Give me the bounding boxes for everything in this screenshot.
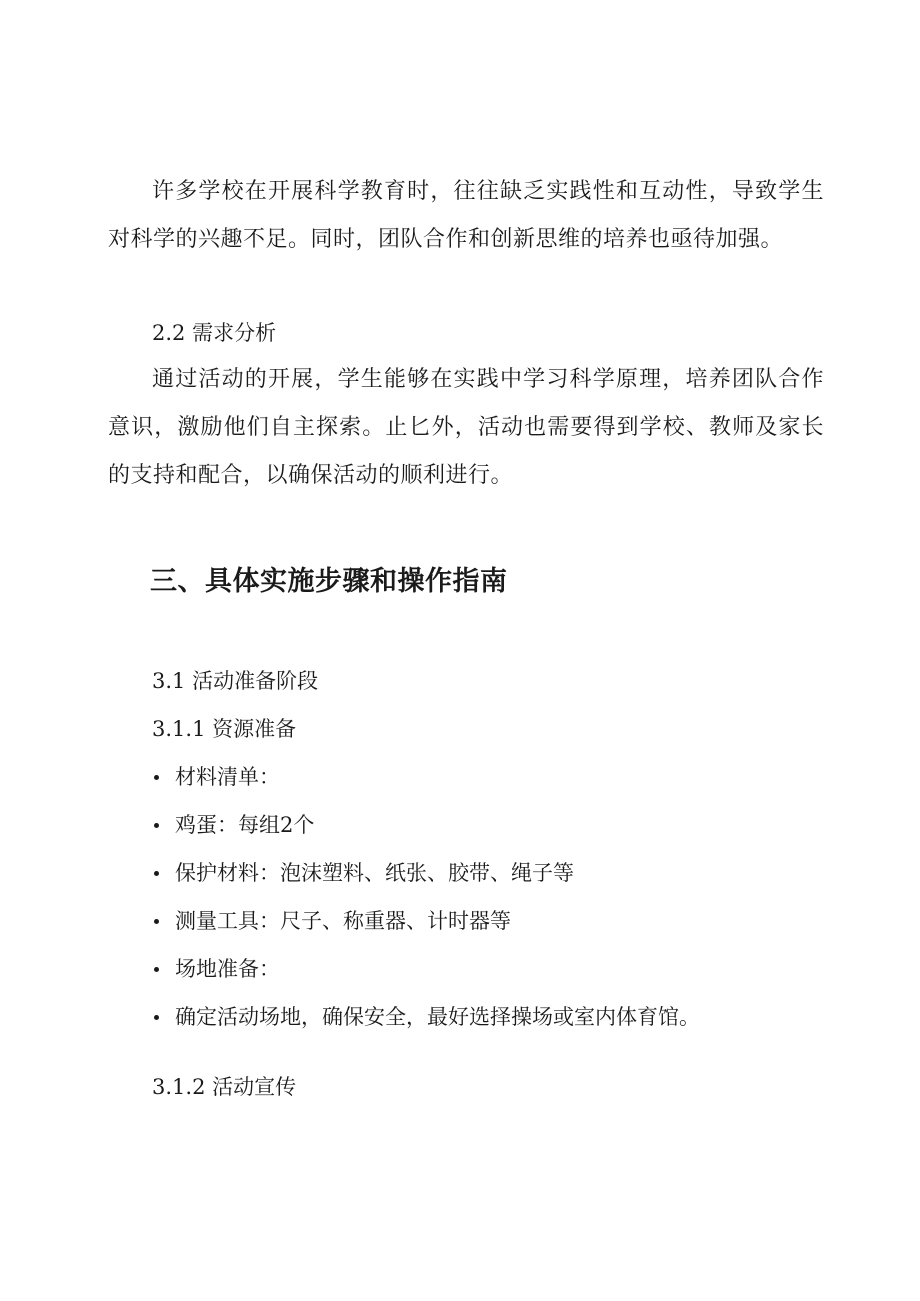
section-3-heading: 三、具体实施步骤和操作指南: [150, 566, 508, 597]
list-item-text: 鸡蛋：每组2个: [175, 813, 315, 837]
bullet-icon: [154, 823, 159, 828]
list-item: [150, 762, 280, 792]
bullet-icon: [154, 871, 159, 876]
list-item: [150, 810, 314, 840]
bullet-icon: [154, 775, 159, 780]
list-item: [150, 1002, 700, 1032]
list-item: [150, 954, 280, 984]
section-3-1-1-title: 3.1.1 资源准备: [152, 717, 297, 741]
list-item: [150, 858, 574, 888]
list-item-text: 确定活动场地，确保安全，最好选择操场或室内体育馆。: [175, 1005, 700, 1029]
section-3-1-2-title: 3.1.2 活动宣传: [152, 1075, 297, 1099]
bullet-icon: [154, 967, 159, 972]
list-item-text: 测量工具：尺子、称重器、计时器等: [175, 909, 511, 933]
list-item-text: 材料清单：: [175, 765, 280, 789]
list-item-text: 场地准备：: [175, 957, 280, 981]
list-item-text: 保护材料：泡沫塑料、纸张、胶带、绳子等: [175, 861, 574, 885]
intro-paragraph: 许多学校在开展科学教育时，往往缺乏实践性和互动性，导致学生对科学的兴趣不足。同时，团队合作和创新思维的培养也亟待加强。: [108, 179, 824, 252]
bullet-icon: [154, 1015, 159, 1020]
bullet-icon: [154, 919, 159, 924]
section-2-2-body: 通过活动的开展，学生能够在实践中学习科学原理，培养团队合作意识，激励他们自主探索。止匕外，活动也需要得到学校、教师及家长的支持和配合，以确保活动的顺利进行。: [108, 367, 824, 488]
section-3-1-title: 3.1 活动准备阶段: [152, 669, 319, 693]
list-item: [150, 906, 511, 936]
section-2-2-title: 2.2 需求分析: [152, 321, 277, 345]
